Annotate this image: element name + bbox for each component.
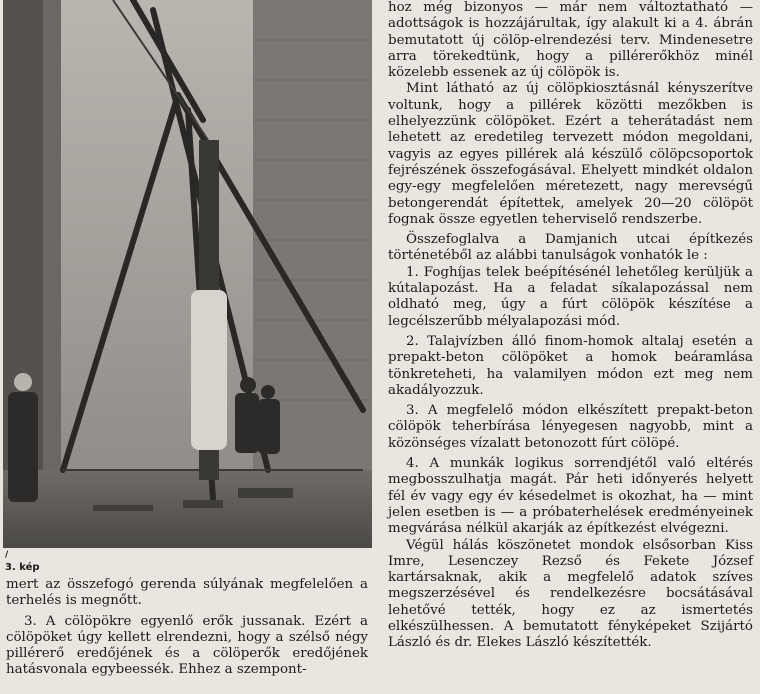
paragraph: 1. Foghíjas telek beépítésénél lehetőleg kerüljük a kútalapozást. Ha a feladat síkalapozással nem oldható meg, úgy a fúrt cölöpök készítése a legcélszerűbb mélyalapozási mód.: [388, 264, 753, 329]
paragraph: mert az összefogó gerenda súlyának megfelelően a terhelés is megnőtt.: [6, 577, 368, 609]
paragraph: 2. Talajvízben álló finom-homok altalaj esetén a prepakt-beton cölöpöket a homok beáramlása tönkreteheti, ha valamilyen módon ezt meg nem akadályozzuk.: [388, 333, 753, 398]
paragraph: hoz még bizonyos — már nem változtatható — adottságok is hozzájárultak, így alakult ki a 4. ábrán bemutatott új cölöp-elrendezési terv. Mindenesetre arra törekedtünk, hogy a pillérerőkhöz minél közelebb essenek az új cölöpök is.: [388, 0, 753, 81]
photo-illustration: [3, 0, 372, 548]
paragraph: Mint látható az új cölöpkiosztásnál kényszerítve voltunk, hogy a pillérek közötti mezőkben is elhelyezzünk cölöpöket. Ezért a teherátadást nem lehetett az eredetileg tervezett módon megoldani, vagyis az egyes pillérek alá készülő cölöpcsoportok fejrészének összefogásával. Ehelyett mindkét oldalon egy-egy megfelelően méretezett, nagy merevségű betongerendát építettek, amelyek 20—20 cölöpöt fognak össze egyetlen teherviselő rendszerbe.: [388, 81, 753, 227]
paragraph: Végül hálás köszönetet mondok elsősorban Kiss Imre, Lesenczey Rezső és Fekete József kartársaknak, akik a megfelelő adatok szíves megszerzésével és rendelkezésre bocsátásával lehetővé tették, hogy ez az ismertetés elkészülhessen. A bemutatott fényképeket Szijártó László és dr. Elekes László készítették.: [388, 537, 753, 651]
right-column: [388, 0, 753, 652]
caption-text: 3. kép: [5, 562, 40, 573]
left-column: [6, 577, 368, 679]
photo-caption: [5, 551, 85, 577]
paragraph: 3. A megfelelő módon elkészített prepakt-beton cölöpök teherbírása lényegesen nagyobb, mint a közönséges vízalatt betonozott fúrt cölöpé.: [388, 403, 753, 451]
caption-mark: /: [5, 550, 9, 560]
paragraph: 4. A munkák logikus sorrendjétől való eltérés megbosszulhatja magát. Pár heti időnyerés helyett fél év vagy egy év késedelmet is okozhat, ha — mint jelen esetben is — a próbaterhelések eredményeinek megvárása nélkül akarják az építkezést elvégezni.: [388, 456, 753, 537]
paragraph: 3. A cölöpökre egyenlő erők jussanak. Ezért a cölöpöket úgy kellett elrendezni, hogy a szélső négy pillérerő eredőjének és a cölöperők eredőjének hatásvonala egybeessék. Ehhez a szempont-: [6, 613, 368, 678]
construction-photo: [3, 0, 372, 548]
paragraph: Összefoglalva a Damjanich utcai építkezés történetéből az alábbi tanulságok vonhatók le :: [388, 232, 753, 264]
